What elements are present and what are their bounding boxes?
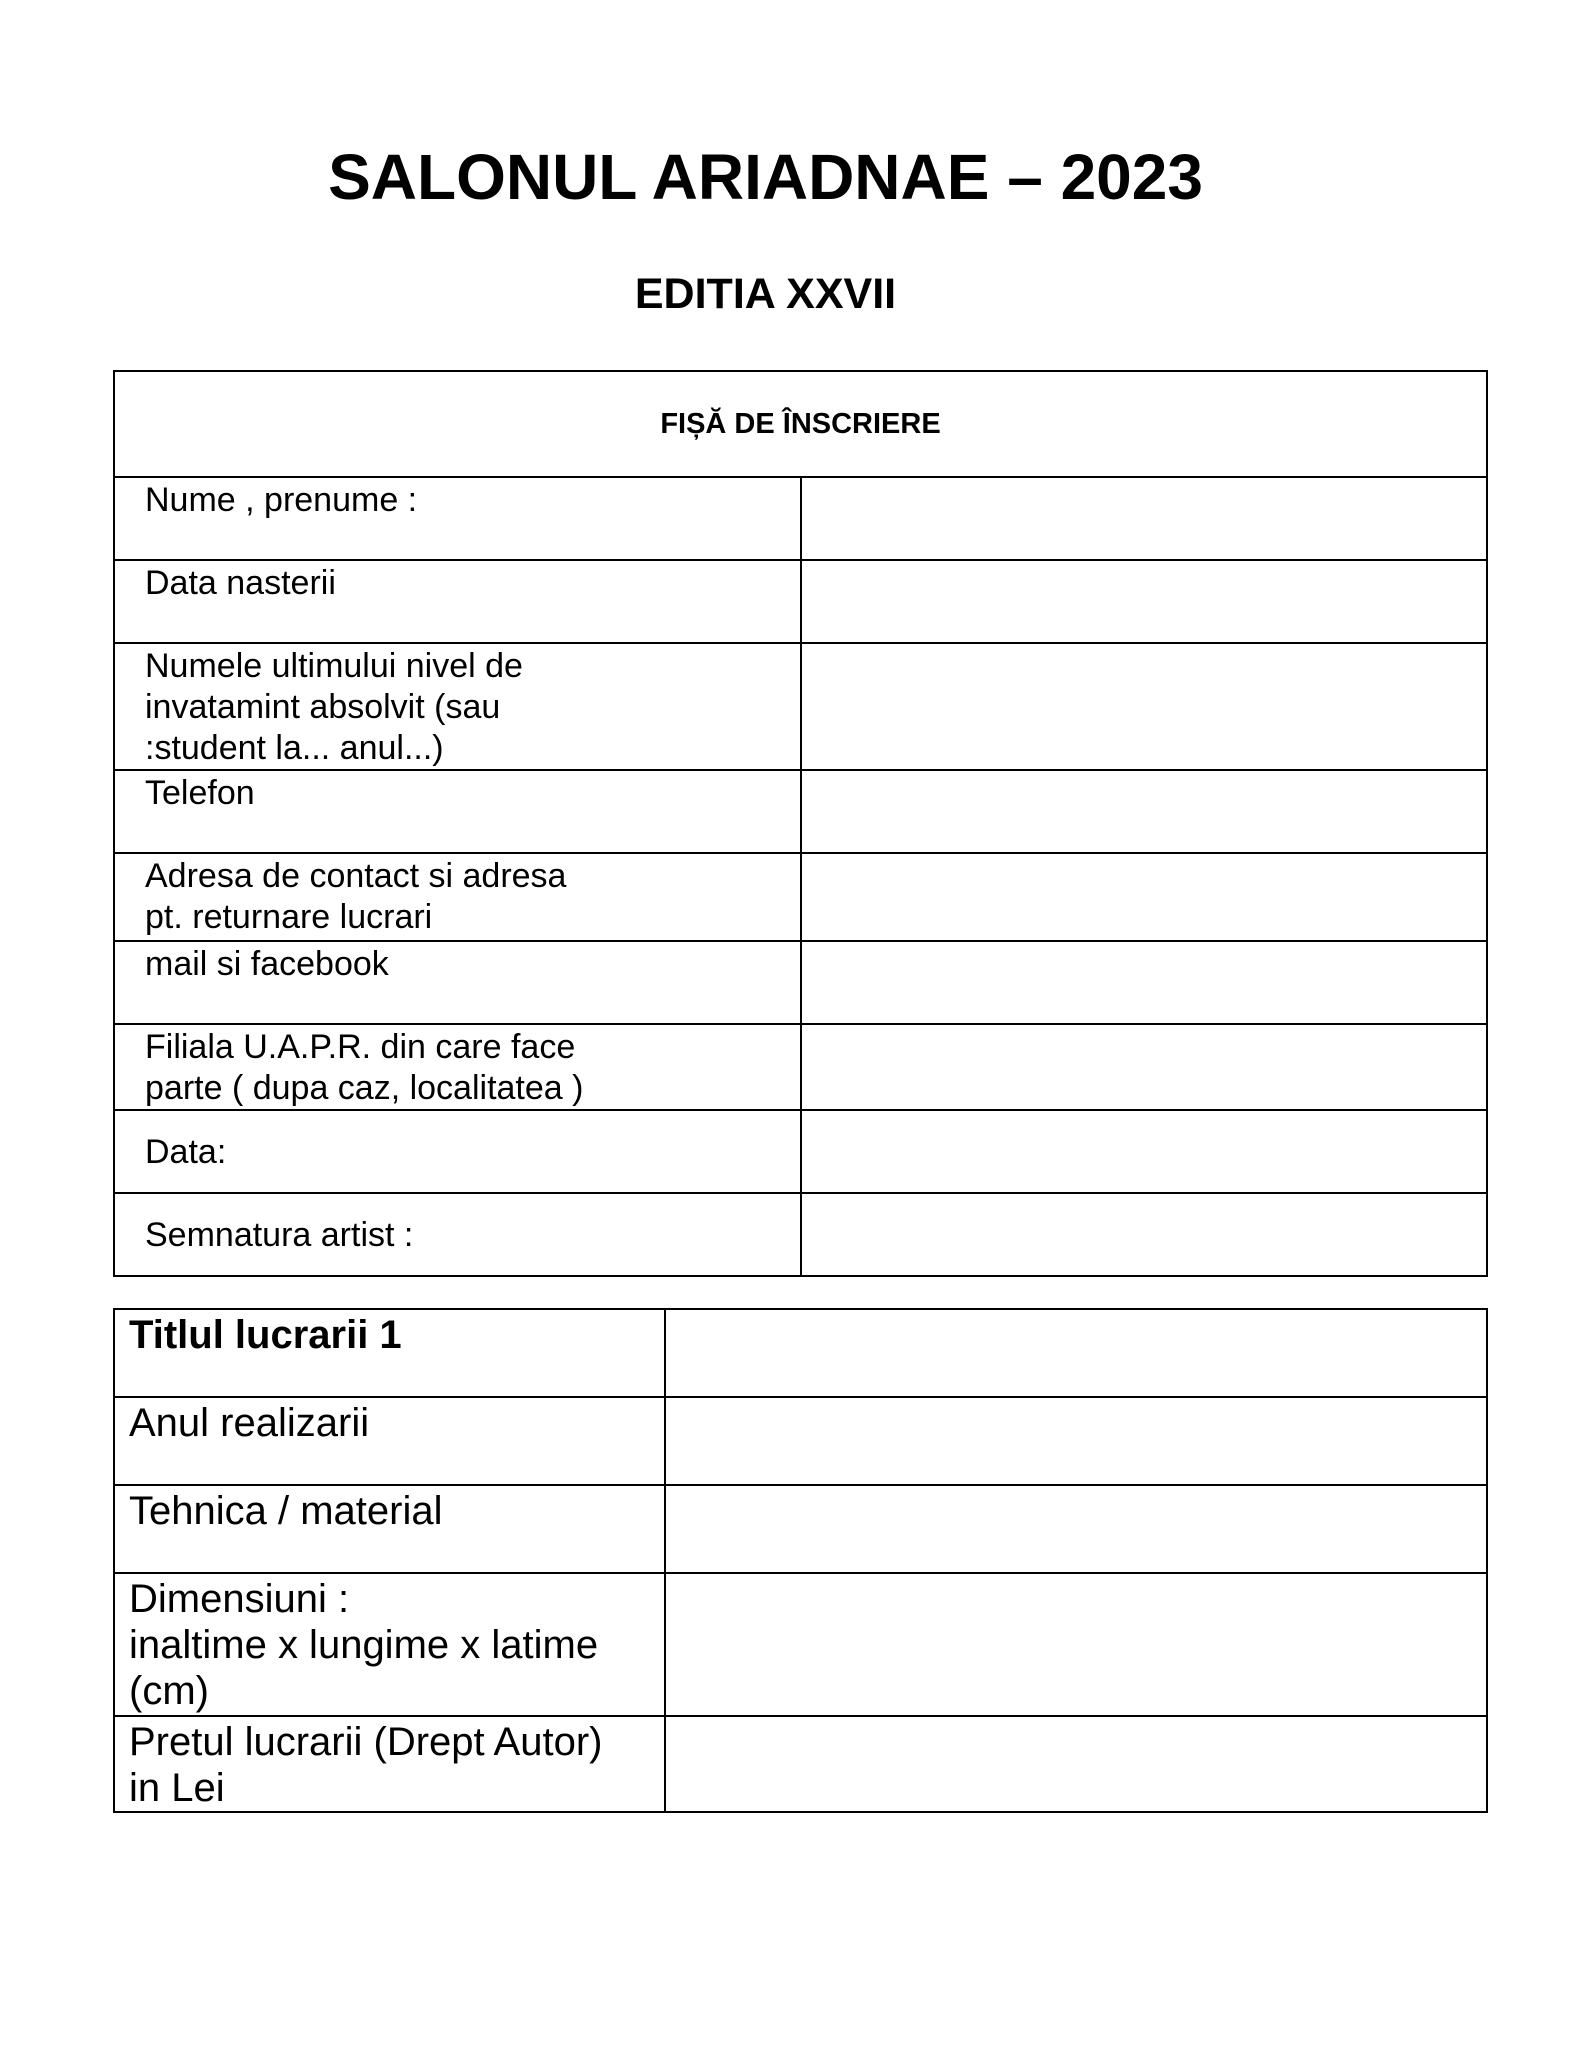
label-address: Adresa de contact si adresa pt. returnare lucrari	[114, 853, 801, 941]
label-work-dimensions: Dimensiuni : inaltime x lungime x latime (cm)	[114, 1573, 665, 1716]
field-address[interactable]	[801, 853, 1488, 941]
field-education[interactable]	[801, 643, 1488, 770]
field-mail-facebook[interactable]	[801, 941, 1488, 1024]
label-birth-date: Data nasterii	[114, 560, 801, 643]
field-name[interactable]	[801, 477, 1488, 560]
label-work-technique: Tehnica / material	[114, 1485, 665, 1573]
label-mail-facebook: mail si facebook	[114, 941, 801, 1024]
label-work-year: Anul realizarii	[114, 1397, 665, 1485]
artwork-details-table	[113, 1308, 1488, 1813]
label-branch: Filiala U.A.P.R. din care face parte ( dupa caz, localitatea )	[114, 1024, 801, 1110]
label-work-title: Titlul lucrarii 1	[114, 1309, 665, 1397]
page-title: SALONUL ARIADNAE – 2023	[328, 141, 1203, 213]
field-birth-date[interactable]	[801, 560, 1488, 643]
label-education: Numele ultimului nivel de invatamint absolvit (sau :student la... anul...)	[114, 643, 801, 770]
label-phone: Telefon	[114, 770, 801, 853]
label-name: Nume , prenume :	[114, 477, 801, 560]
field-work-technique[interactable]	[665, 1485, 1487, 1573]
edition-subtitle: EDITIA XXVII	[634, 270, 897, 318]
field-branch[interactable]	[801, 1024, 1488, 1110]
field-work-dimensions[interactable]	[665, 1573, 1487, 1716]
field-work-title[interactable]	[665, 1309, 1487, 1397]
form-header: FIȘĂ DE ÎNSCRIERE	[114, 371, 1487, 477]
label-signature: Semnatura artist :	[114, 1193, 801, 1276]
registration-form-table	[113, 370, 1488, 1277]
field-date[interactable]	[801, 1110, 1488, 1193]
field-phone[interactable]	[801, 770, 1488, 853]
field-work-price[interactable]	[665, 1716, 1487, 1812]
field-work-year[interactable]	[665, 1397, 1487, 1485]
field-signature[interactable]	[801, 1193, 1488, 1276]
label-date: Data:	[114, 1110, 801, 1193]
label-work-price: Pretul lucrarii (Drept Autor) in Lei	[114, 1716, 665, 1812]
